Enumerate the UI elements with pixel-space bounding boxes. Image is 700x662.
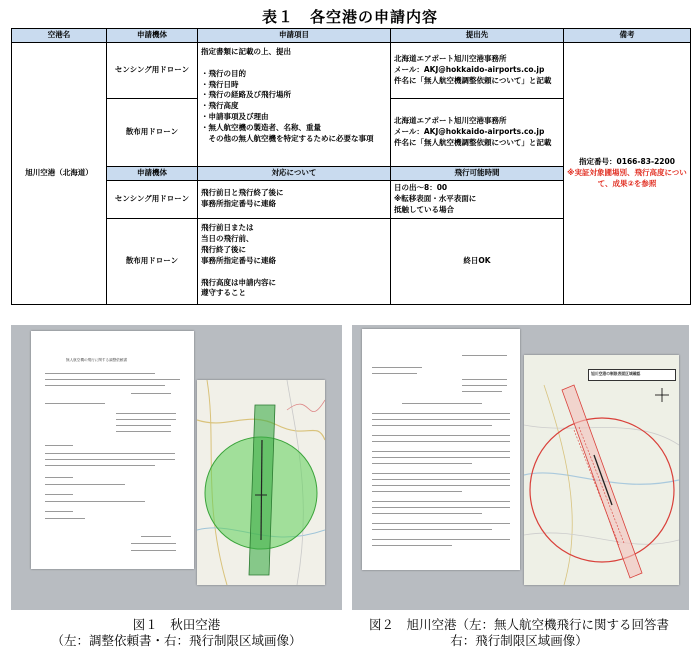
map-title: 旭川空港の制限表面区域確認 xyxy=(591,371,641,376)
response-sensing-cell: 飛行前日と飛行終了後に 事務所指定番号に連絡 xyxy=(198,180,391,218)
col-header-airport: 空港名 xyxy=(12,29,107,43)
airport-name-cell: 旭川空港（北海道） xyxy=(12,42,107,304)
col-header-items: 申請項目 xyxy=(198,29,391,43)
subheader-time: 飛行可能時間 xyxy=(391,166,564,180)
aircraft-spray-cell-2: 散布用ドローン xyxy=(107,218,198,304)
figure2-caption xyxy=(340,617,698,648)
notes-cell xyxy=(564,42,691,304)
figure2-response-document xyxy=(362,329,520,570)
submit-spray-cell: 北海道エアポート旭川空港事務所 メール：AKJ@hokkaido-airports.co.jp 件名に「無人航空機調整依頼について」と記載 xyxy=(391,98,564,166)
col-header-notes: 備考 xyxy=(564,29,691,43)
table-title: 表１ 各空港の申請内容 xyxy=(261,8,438,26)
response-spray-cell: 飛行前日または 当日の飛行前、 飛行終了後に 事務所指定番号に連絡 飛行高度は申請内容に 遵守すること xyxy=(198,218,391,304)
figure1-caption xyxy=(11,617,342,648)
note-warning: ※実証対象圃場別、飛行高度について、成果②を参照 xyxy=(567,167,687,188)
figure1-caption-line2: （左：調整依頼書・右：飛行制限区域画像） xyxy=(51,632,302,648)
table-row xyxy=(12,42,691,98)
figure2-caption-line1: 図２ 旭川空港（左：無人航空機飛行に関する回答書 xyxy=(368,617,669,632)
aircraft-sensing-cell-2: センシング用ドローン xyxy=(107,180,198,218)
akita-map-svg xyxy=(197,380,325,585)
figure2-photo xyxy=(352,325,689,610)
subheader-response: 対応について xyxy=(198,166,391,180)
figure1-request-document xyxy=(31,331,194,569)
approach-zone xyxy=(562,385,642,578)
col-header-submit: 提出先 xyxy=(391,29,564,43)
figure1-photo xyxy=(11,325,342,610)
table-header-row xyxy=(12,29,691,43)
figure2-caption-line2: 右：飛行制限区域画像） xyxy=(450,632,588,648)
figure1-restriction-map xyxy=(197,380,325,585)
figure1-caption-line1: 図１ 秋田空港 xyxy=(132,617,221,632)
col-header-aircraft: 申請機体 xyxy=(107,29,198,43)
application-table xyxy=(11,28,691,305)
submit-sensing-cell: 北海道エアポート旭川空港事務所 メール：AKJ@hokkaido-airports.co.jp 件名に「無人航空機調整依頼について」と記載 xyxy=(391,42,564,98)
asahikawa-map-svg xyxy=(524,355,679,585)
time-sensing-cell: 日の出～8：00 ※転移表面・水平表面に 抵触している場合 xyxy=(391,180,564,218)
doc-title: 無人航空機の飛行に関する調整依頼書 xyxy=(66,358,128,362)
note-number: 指定番号：0166-83-2200 xyxy=(579,157,675,166)
aircraft-spray-cell: 散布用ドローン xyxy=(107,98,198,166)
figure2-restriction-map xyxy=(524,355,679,585)
time-spray-cell: 終日OK xyxy=(391,218,564,304)
aircraft-sensing-cell: センシング用ドローン xyxy=(107,42,198,98)
subheader-aircraft: 申請機体 xyxy=(107,166,198,180)
items-cell: 指定書類に記載の上、提出 ・飛行の目的 ・飛行日時 ・飛行の経路及び飛行場所 ・飛行高度 ・申請事項及び理由 ・無人航空機の製造者、名称、重量 その他の無人航空機を特定するために必要な事項 xyxy=(198,42,391,166)
